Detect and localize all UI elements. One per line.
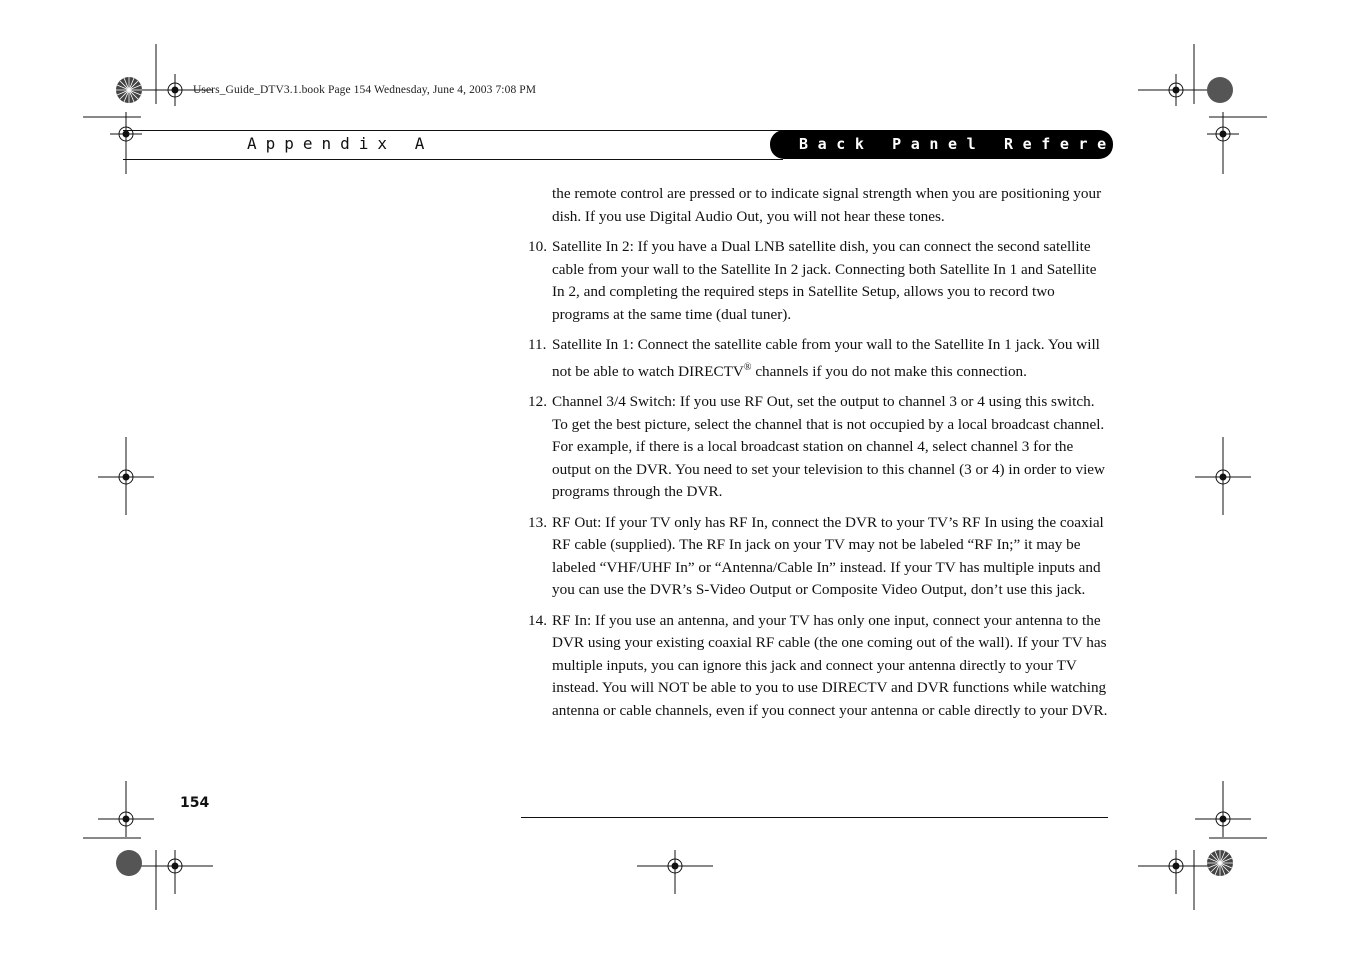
list-item-text: Channel 3/4 Switch: If you use RF Out, set the output to channel 3 or 4 using this switch. To get the best picture, select the channel that is not occupied by a local broadcast channel. For example, if there is a local broadcast station on channel 4, select channel 3 for the output on the DVR. You need to set your television to this channel (3 or 4) in order to view programs through the DVR. — [552, 393, 1105, 501]
continued-paragraph: the remote control are pressed or to indicate signal strength when you are positioning your dish. If you use Digital Audio Out, you will not hear these tones. — [552, 185, 1102, 225]
list-item-text-cont: channels if you do not make this connection. — [751, 362, 1027, 380]
list-item-number: 13. — [528, 513, 547, 531]
page-number: 154 — [180, 795, 210, 811]
list-item-number: 11. — [528, 336, 547, 353]
list-item-text: Satellite In 1: Connect the satellite cable from your wall to the Satellite In 1 jack. You will not be able to watch DIRECTV — [552, 336, 1100, 380]
header-chapter: Appendix A — [247, 134, 434, 153]
list-item — [528, 334, 1108, 383]
list-item — [528, 236, 1108, 326]
header-top-rule — [123, 130, 783, 131]
list-item-number: 14. — [528, 611, 547, 629]
list-item-text: Satellite In 2: If you have a Dual LNB satellite dish, you can connect the second satellite cable from your wall to the Satellite In 2 jack. Connecting both Satellite In 1 and Satellite In 2, and completing the required steps in Satellite Setup, allows you to record two programs at the same time (dual tuner). — [552, 238, 1097, 323]
list-item-text: RF Out: If your TV only has RF In, connect the DVR to your TV’s RF In using the coaxial RF cable (supplied). The RF In jack on your TV may not be labeled “RF In;” it may be labeled “VHF/UHF In” or “Antenna/Cable In” instead. If your TV has multiple inputs and you can use the DVR’s S-Video Output or Composite Video Output, don’t use this jack. — [552, 513, 1104, 599]
list-item-number: 10. — [528, 238, 547, 255]
list-item-text: RF In: If you use an antenna, and your TV has only one input, connect your antenna to the DVR using your existing coaxial RF cable (the one coming out of the wall). If your TV has multiple inputs, you can ignore this jack and connect your antenna directly to your TV instead. You will NOT be able to you to use DIRECTV and DVR functions while watching antenna or cable channels, even if you connect your antenna or cable directly to your DVR. — [552, 611, 1108, 719]
footer-rule — [521, 817, 1108, 818]
list-item-number: 12. — [528, 393, 547, 411]
list-item — [528, 610, 1108, 723]
body-text — [528, 183, 1108, 730]
book-slug-line: Users_Guide_DTV3.1.book Page 154 Wednesday, June 4, 2003 7:08 PM — [193, 84, 537, 96]
header-section-title: Back Panel Reference — [770, 130, 1113, 159]
list-item — [528, 391, 1108, 504]
list-item — [528, 512, 1108, 602]
registered-mark: ® — [743, 361, 752, 373]
header-bottom-rule — [123, 159, 783, 160]
